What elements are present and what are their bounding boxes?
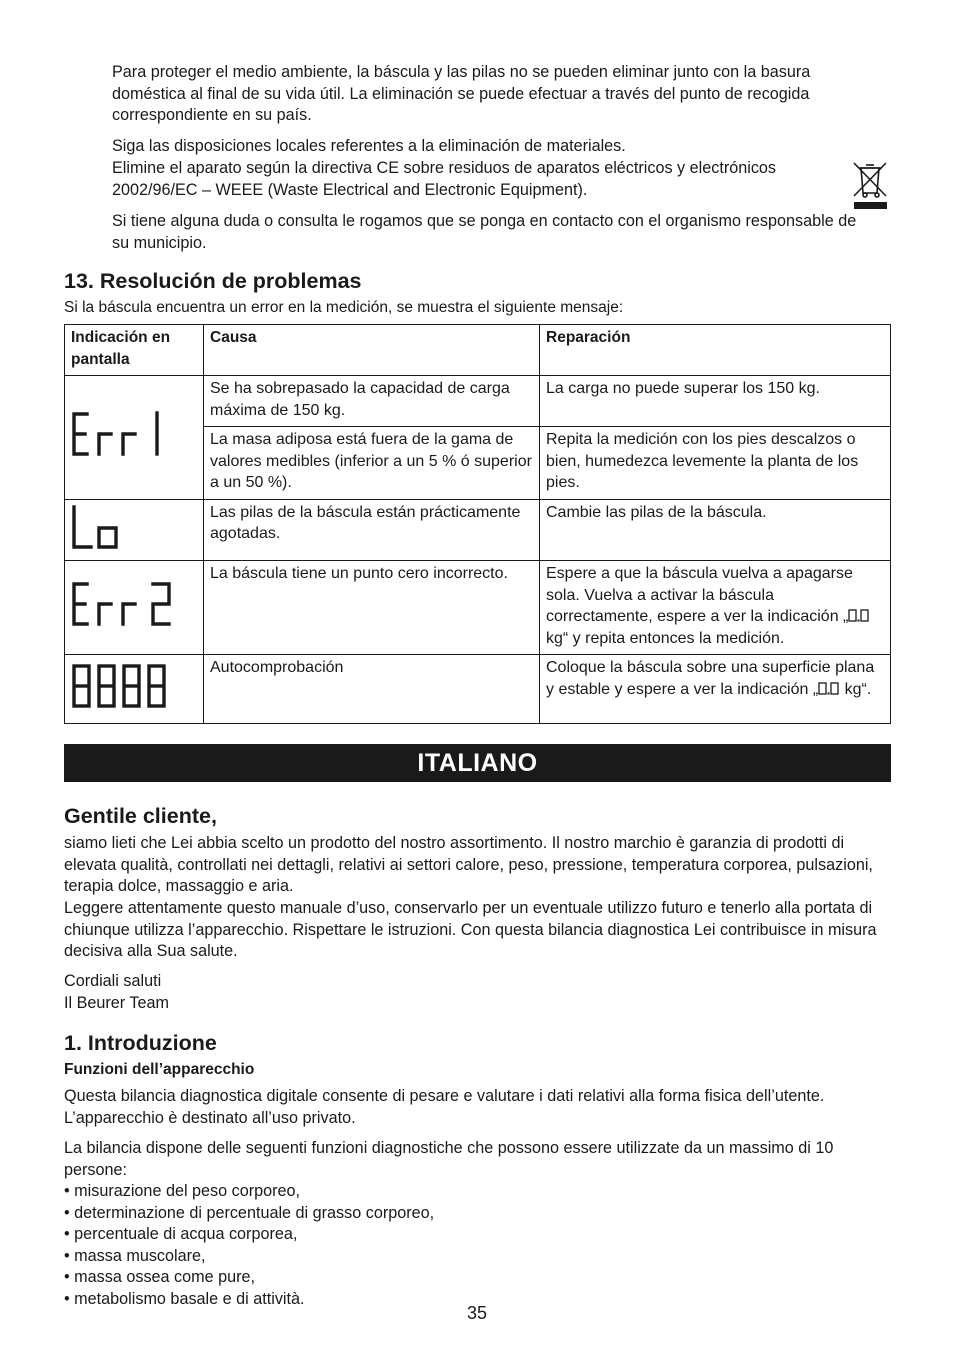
lcd-zero-icon xyxy=(818,682,840,695)
table-header-row xyxy=(65,325,891,376)
intro-subheading: Funzioni dell’apparecchio xyxy=(64,1061,255,1078)
troubleshooting-table xyxy=(64,324,891,724)
intro-heading: 1. Introduzione xyxy=(64,1031,217,1055)
header-cause: Causa xyxy=(204,325,540,376)
disposal-paragraph-2b: Elimine el aparato según la directiva CE sobre residuos de aparatos eléctricos y electrónicos 2002/96/EC – WEEE (Waste Electrical and Electronic Equipment). xyxy=(112,159,777,199)
lcd-err1-icon xyxy=(69,409,169,459)
greeting-closing-2: Il Beurer Team xyxy=(64,994,169,1012)
function-list xyxy=(64,1181,892,1310)
list-item: • massa ossea come pure, xyxy=(64,1267,892,1289)
table-row xyxy=(65,499,891,561)
list-item: • percentuale di acqua corporea, xyxy=(64,1224,892,1246)
table-row xyxy=(65,376,891,427)
crossed-out-wheelie-bin-icon xyxy=(850,160,890,210)
fix-cell: Repita la medición con los pies descalzos o bien, humedezca levemente la planta de los pies. xyxy=(540,427,891,500)
list-item: • misurazione del peso corporeo, xyxy=(64,1181,892,1203)
disposal-paragraph-2a: Siga las disposiciones locales referentes a la eliminación de materiales. xyxy=(112,137,626,155)
lcd-8888-icon xyxy=(69,661,173,711)
lcd-display-err2 xyxy=(65,561,204,655)
lcd-zero-icon xyxy=(848,609,870,622)
cause-cell: Autocomprobación xyxy=(204,655,540,724)
list-item: • determinazione di percentuale di grasso corporeo, xyxy=(64,1203,892,1225)
header-display: Indicación en pantalla xyxy=(65,325,204,376)
page-number: 35 xyxy=(466,1303,488,1323)
list-item: • metabolismo basale e di attività. xyxy=(64,1289,892,1311)
cause-cell: La báscula tiene un punto cero incorrecto. xyxy=(204,561,540,655)
intro-paragraph-1: Questa bilancia diagnostica digitale consente di pesare e valutare i dati relativi alla forma fisica dell’utente. L’apparecchio è destinato all’uso privato. xyxy=(64,1087,825,1127)
greeting-paragraph-1: siamo lieti che Lei abbia scelto un prodotto del nostro assortimento. Il nostro marchio è garanzia di prodotti di elevata qualità, controllati nei dettagli, relativi ai settori calore, peso, pressione, temperatura corporea, pulsazioni, terapia dolce, massaggio e aria. xyxy=(64,834,873,895)
disposal-paragraph-1: Para proteger el medio ambiente, la báscula y las pilas no se pueden eliminar junto con la basura doméstica al final de su vida útil. La eliminación se puede efectuar a través del punto de recogida correspondiente en su país. xyxy=(112,63,811,124)
lcd-display-err1 xyxy=(65,376,204,500)
troubleshooting-heading: 13. Resolución de problemas xyxy=(64,269,362,293)
cause-cell: Las pilas de la báscula están prácticamente agotadas. xyxy=(204,499,540,561)
fix-cell xyxy=(540,655,891,724)
fix-text-before: Coloque la báscula sobre una superficie plana y estable y espere a ver la indicación „ xyxy=(546,659,875,698)
lcd-lo-icon xyxy=(69,504,169,550)
lcd-display-lo xyxy=(65,499,204,561)
lcd-err2-icon xyxy=(69,579,173,629)
greeting-heading: Gentile cliente, xyxy=(64,804,217,828)
list-item: • massa muscolare, xyxy=(64,1246,892,1268)
table-row xyxy=(65,561,891,655)
fix-cell: La carga no puede superar los 150 kg. xyxy=(540,376,891,427)
cause-cell: Se ha sobrepasado la capacidad de carga máxima de 150 kg. xyxy=(204,376,540,427)
language-banner: ITALIANO xyxy=(64,744,891,782)
disposal-paragraph-3: Si tiene alguna duda o consulta le rogamos que se ponga en contacto con el organismo responsable de su municipio. xyxy=(112,212,857,252)
table-row xyxy=(65,655,891,724)
intro-paragraph-2: La bilancia dispone delle seguenti funzioni diagnostiche che possono essere utilizzate da un massimo di 10 persone: xyxy=(64,1139,834,1179)
troubleshooting-intro: Si la báscula encuentra un error en la medición, se muestra el siguiente mensaje: xyxy=(64,299,624,316)
greeting-paragraph-2: Leggere attentamente questo manuale d’uso, conservarlo per un eventuale utilizzo futuro e tenerlo alla portata di chiunque utilizza l’apparecchio. Rispettare le istruzioni. Con questa bilancia diagnostica Lei contribuisce in misura decisiva alla Sua salute. xyxy=(64,899,877,960)
fix-text-after: kg“. xyxy=(840,680,872,698)
lcd-display-8888 xyxy=(65,655,204,724)
fix-cell: Cambie las pilas de la báscula. xyxy=(540,499,891,561)
fix-text-before: Espere a que la báscula vuelva a apagarse sola. Vuelva a activar la báscula correctamente, espere a ver la indicación „ xyxy=(546,565,853,625)
greeting-closing-1: Cordiali saluti xyxy=(64,972,162,990)
cause-cell: La masa adiposa está fuera de la gama de valores medibles (inferior a un 5 % ó superior a un 50 %). xyxy=(204,427,540,500)
fix-text-after: kg“ y repita entonces la medición. xyxy=(546,629,785,647)
header-fix: Reparación xyxy=(540,325,891,376)
fix-cell xyxy=(540,561,891,655)
